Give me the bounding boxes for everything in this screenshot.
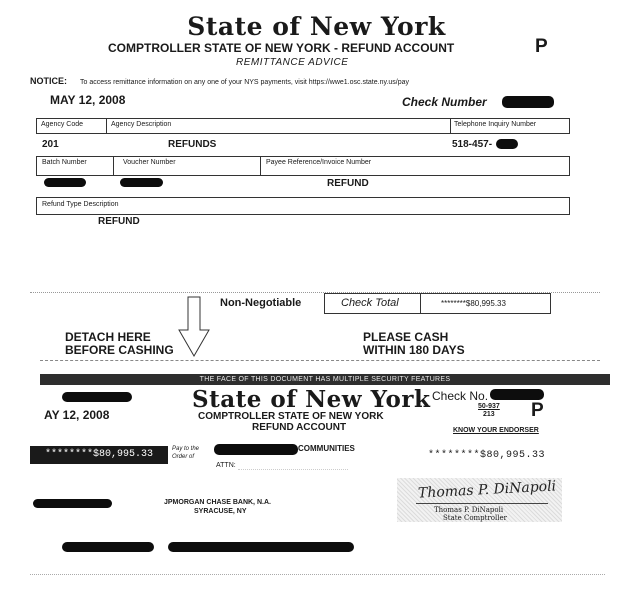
redacted-phone xyxy=(496,139,518,149)
non-negotiable: Non-Negotiable xyxy=(220,297,302,309)
signer-title: State Comptroller xyxy=(443,514,507,522)
routing-bottom: 213 xyxy=(483,411,495,418)
pay-to-line1: Pay to the xyxy=(172,446,200,452)
detach-line2: BEFORE CASHING xyxy=(65,343,174,357)
attn-label: ATTN: xyxy=(216,462,236,469)
payee-suffix: COMMUNITIES xyxy=(298,444,355,453)
corner-letter-top: P xyxy=(535,36,548,57)
check-corner-letter: P xyxy=(531,400,544,421)
notice-label: NOTICE: xyxy=(30,76,67,86)
security-banner: THE FACE OF THIS DOCUMENT HAS MULTIPLE SECURITY FEATURES xyxy=(40,374,610,385)
redacted-check-no xyxy=(490,389,544,400)
state-title: State of New York xyxy=(187,12,446,41)
amount-right: ********$80,995.33 xyxy=(428,450,546,461)
telephone-label: Telephone Inquiry Number xyxy=(454,121,537,128)
bank-line2: SYRACUSE, NY xyxy=(194,508,247,515)
check-total-label: Check Total xyxy=(341,297,399,309)
redacted-batch xyxy=(44,178,86,187)
check-date: AY 12, 2008 xyxy=(44,408,110,422)
detach-arrow-icon xyxy=(177,296,211,358)
redacted-voucher xyxy=(120,178,163,187)
perforation-line xyxy=(40,360,600,361)
know-endorser: KNOW YOUR ENDORSER xyxy=(453,427,539,434)
account-title: COMPTROLLER STATE OF NEW YORK - REFUND ACCOUNT xyxy=(108,41,455,55)
micr-segment-2 xyxy=(168,542,354,552)
payee-reference-label: Payee Reference/Invoice Number xyxy=(266,159,372,166)
redacted-check-number xyxy=(502,96,554,108)
remittance-advice: REMITTANCE ADVICE xyxy=(236,57,349,68)
signer-name: Thomas P. DiNapoli xyxy=(434,506,504,514)
cash-line2: WITHIN 180 DAYS xyxy=(363,343,465,357)
check-state-title: State of New York xyxy=(192,386,431,413)
batch-number-label: Batch Number xyxy=(42,159,87,166)
signature-line xyxy=(416,503,548,504)
check-no-label: Check No. xyxy=(432,389,489,403)
bank-line1: JPMORGAN CHASE BANK, N.A. xyxy=(164,499,271,506)
amount-box: ********$80,995.33 xyxy=(30,446,168,464)
redacted-account-left xyxy=(33,499,112,508)
check-title-line1: COMPTROLLER STATE OF NEW YORK xyxy=(198,411,384,422)
voucher-number-label: Voucher Number xyxy=(123,159,176,166)
routing-top: 50-937 xyxy=(478,403,500,410)
signature-script: Thomas P. DiNapoli xyxy=(417,478,557,502)
check-title-line2: REFUND ACCOUNT xyxy=(252,422,347,433)
refund-type-label: Refund Type Description xyxy=(42,201,119,208)
notice-text: To access remittance information on any one of your NYS payments, visit https://wwe1.osc.state.ny.us/pay xyxy=(80,79,410,86)
detach-line1: DETACH HERE xyxy=(65,330,151,344)
redacted-date-prefix xyxy=(62,392,132,402)
attn-line xyxy=(238,469,348,470)
pay-to-line2: Order of xyxy=(172,454,195,460)
micr-segment-1 xyxy=(62,542,154,552)
advice-date: MAY 12, 2008 xyxy=(50,93,126,107)
telephone-value: 518-457- xyxy=(452,139,493,150)
cash-line1: PLEASE CASH xyxy=(363,330,449,344)
refund-type-value: REFUND xyxy=(98,216,140,227)
agency-code-label: Agency Code xyxy=(41,121,84,128)
agency-code-value: 201 xyxy=(42,139,59,150)
payee-reference-value: REFUND xyxy=(327,178,369,189)
check-total-value: ********$80,995.33 xyxy=(441,299,506,308)
agency-description-value: REFUNDS xyxy=(168,139,217,150)
redacted-payee xyxy=(214,444,298,455)
check-number-label: Check Number xyxy=(402,95,487,109)
agency-description-label: Agency Description xyxy=(111,121,172,128)
bottom-rule xyxy=(30,574,605,575)
